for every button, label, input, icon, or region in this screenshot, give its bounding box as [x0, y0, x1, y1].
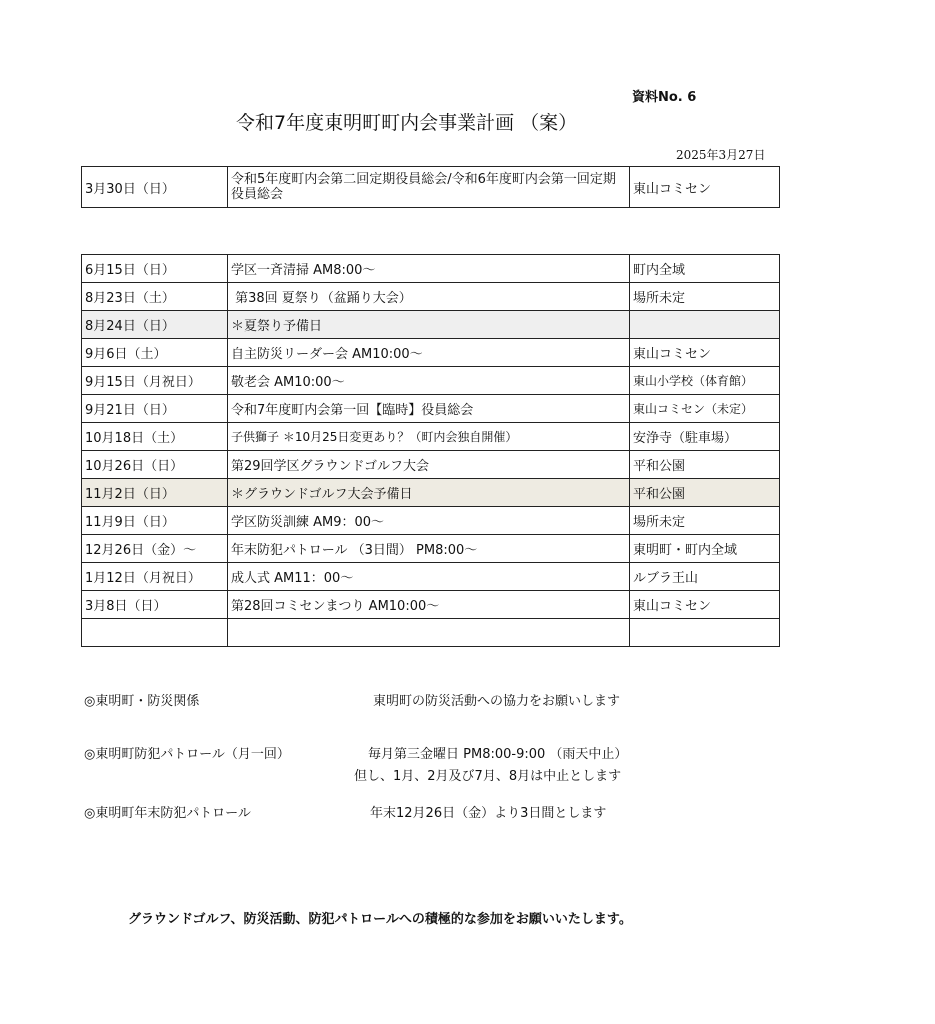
event-cell	[228, 619, 630, 647]
place-cell: 場所未定	[630, 283, 780, 311]
table-row	[82, 451, 780, 479]
date-cell: 6月15日（日）	[82, 255, 228, 283]
place-cell: 場所未定	[630, 507, 780, 535]
schedule-table	[81, 254, 780, 647]
place-cell: 東山コミセン	[630, 167, 780, 208]
table-row	[82, 619, 780, 647]
date-cell: 10月26日（日）	[82, 451, 228, 479]
table-row	[82, 167, 780, 208]
document-number: 資料No. 6	[632, 90, 697, 105]
general-meeting-table	[81, 166, 780, 208]
table-row	[82, 423, 780, 451]
table-row	[82, 591, 780, 619]
event-cell: 第29回学区グラウンドゴルフ大会	[228, 451, 630, 479]
document-date: 2025年3月27日	[676, 148, 766, 162]
date-cell: 9月6日（土）	[82, 339, 228, 367]
event-cell: 令和7年度町内会第一回【臨時】役員総会	[228, 395, 630, 423]
note-label-patrol: ◎東明町防犯パトロール（月一回）	[84, 747, 290, 762]
event-cell: 学区一斉清掃 AM8:00～	[228, 255, 630, 283]
event-cell: 第28回コミセンまつり AM10:00～	[228, 591, 630, 619]
date-cell: 3月30日（日）	[82, 167, 228, 208]
place-cell	[630, 311, 780, 339]
event-cell: 令和5年度町内会第二回定期役員総会/令和6年度町内会第一回定期役員総会	[228, 167, 630, 208]
event-cell: 自主防災リーダー会 AM10:00～	[228, 339, 630, 367]
date-cell	[82, 619, 228, 647]
note-text-patrol-exception: 但し、1月、2月及び7月、8月は中止とします	[354, 769, 622, 784]
table-row	[82, 311, 780, 339]
note-label-disaster: ◎東明町・防災関係	[84, 694, 200, 709]
date-cell: 11月2日（日）	[82, 479, 228, 507]
event-cell: 年末防犯パトロール （3日間） PM8:00～	[228, 535, 630, 563]
date-cell: 1月12日（月祝日）	[82, 563, 228, 591]
table-row	[82, 283, 780, 311]
event-cell: 敬老会 AM10:00～	[228, 367, 630, 395]
place-cell: ルブラ王山	[630, 563, 780, 591]
place-cell: 平和公園	[630, 479, 780, 507]
event-cell: ＊グラウンドゴルフ大会予備日	[228, 479, 630, 507]
note-text-yearend: 年末12月26日（金）より3日間とします	[370, 806, 607, 821]
table-row	[82, 563, 780, 591]
date-cell: 3月8日（日）	[82, 591, 228, 619]
table-row	[82, 255, 780, 283]
place-cell: 安浄寺（駐車場）	[630, 423, 780, 451]
table-row	[82, 507, 780, 535]
event-cell: 第38回 夏祭り（盆踊り大会）	[228, 283, 630, 311]
place-cell: 東山小学校（体育館）	[630, 367, 780, 395]
date-cell: 10月18日（土）	[82, 423, 228, 451]
table-row	[82, 339, 780, 367]
table-row	[82, 535, 780, 563]
table-row	[82, 395, 780, 423]
place-cell: 東山コミセン	[630, 339, 780, 367]
place-cell: 東山コミセン	[630, 591, 780, 619]
event-cell: 子供獅子 ＊10月25日変更あり？（町内会独自開催）	[228, 423, 630, 451]
date-cell: 9月15日（月祝日）	[82, 367, 228, 395]
place-cell	[630, 619, 780, 647]
date-cell: 8月24日（日）	[82, 311, 228, 339]
page-title: 令和7年度東明町町内会事業計画 （案）	[236, 112, 578, 134]
date-cell: 9月21日（日）	[82, 395, 228, 423]
event-cell: ＊夏祭り予備日	[228, 311, 630, 339]
note-text-patrol: 毎月第三金曜日 PM8:00-9:00 （雨天中止）	[368, 747, 628, 762]
place-cell: 東山コミセン（未定）	[630, 395, 780, 423]
table-row	[82, 479, 780, 507]
place-cell: 平和公園	[630, 451, 780, 479]
note-text-disaster: 東明町の防災活動への協力をお願いします	[373, 694, 621, 709]
date-cell: 11月9日（日）	[82, 507, 228, 535]
place-cell: 東明町・町内全域	[630, 535, 780, 563]
table-row	[82, 367, 780, 395]
note-label-yearend: ◎東明町年末防犯パトロール	[84, 806, 251, 821]
date-cell: 8月23日（土）	[82, 283, 228, 311]
event-cell: 学区防災訓練 AM9：00～	[228, 507, 630, 535]
closing-message: グラウンドゴルフ、防災活動、防犯パトロールへの積極的な参加をお願いいたします。	[128, 912, 632, 927]
event-cell: 成人式 AM11：00～	[228, 563, 630, 591]
place-cell: 町内全域	[630, 255, 780, 283]
date-cell: 12月26日（金）～	[82, 535, 228, 563]
